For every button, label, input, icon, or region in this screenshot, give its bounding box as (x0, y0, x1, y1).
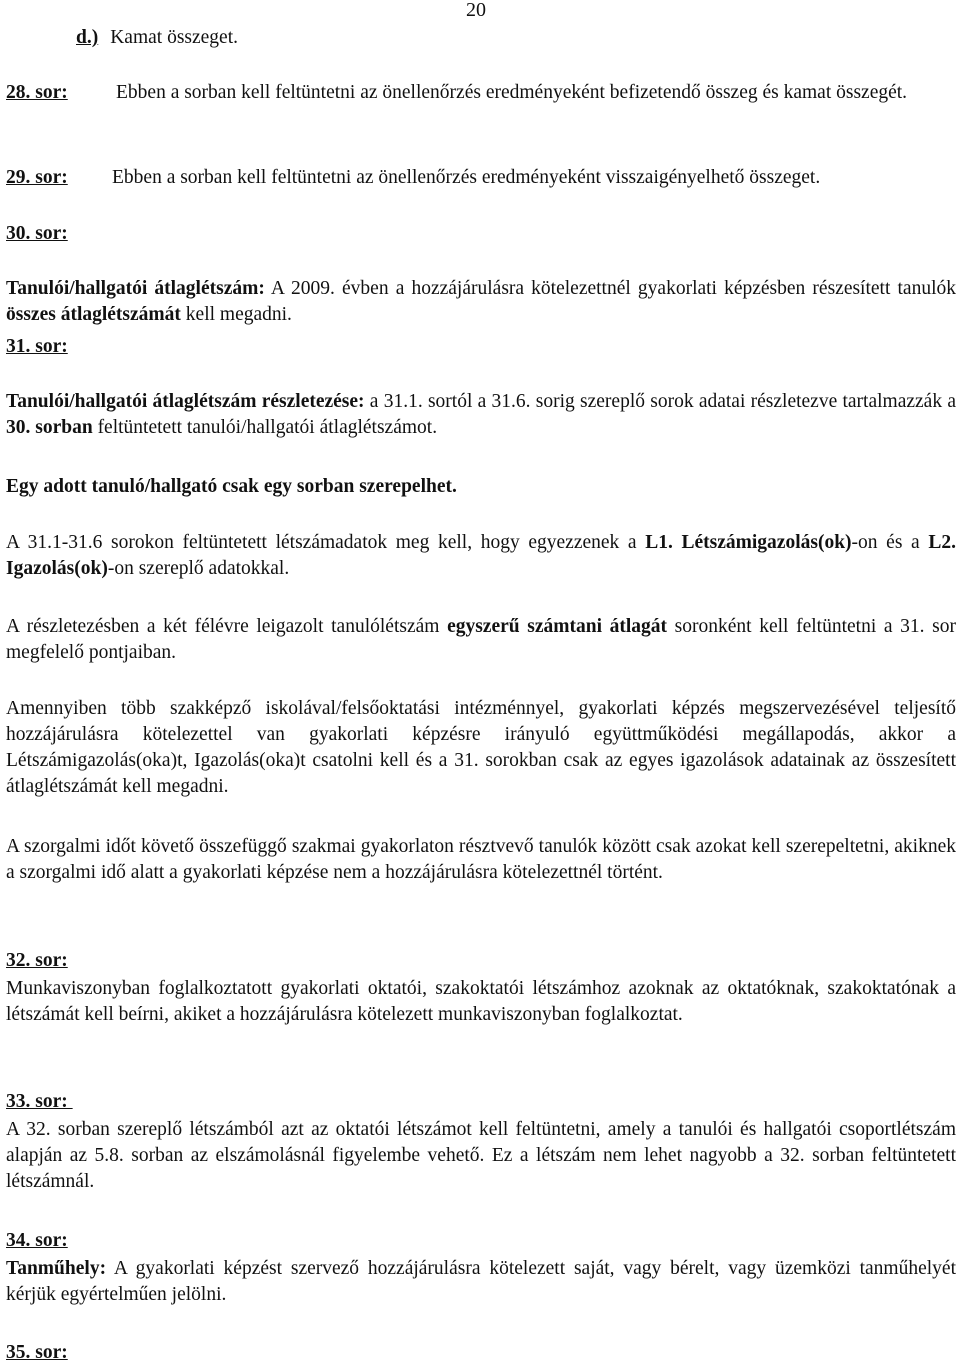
row-33-text: A 32. sorban szereplő létszámból azt az oktatói létszámot kell feltüntetni, amely a tanulói és hallgatói csoportlétszám alapján az 5.8. sorban az elszámolásnál figyelembe vehető. Ez a létszám nem lehet nagyobb a 32. sorban feltüntetett létszámnál. (6, 1119, 956, 1192)
item-d-text: Kamat összeget. (110, 27, 239, 48)
row-34-text: A gyakorlati képzést szervező hozzájárulásra kötelezett saját, vagy bérelt, vagy üzemközi tanműhelyét kérjük egyértelműen jelölni. (6, 1258, 956, 1305)
row-31-p2-l1: L1. Létszámigazolás(ok) (645, 532, 852, 553)
row-31-label: 31. sor: (6, 336, 68, 357)
row-31-p2 (6, 530, 956, 582)
row-31-p2-a: A 31.1-31.6 sorokon feltüntetett létszámadatok meg kell, hogy egyezzenek a (6, 532, 646, 553)
row-30-label: 30. sor: (6, 223, 68, 244)
row-31-p4: Amennyiben több szakképző iskolával/felsőoktatási intézménnyel, gyakorlati képzés megszervezésével teljesítő hozzájárulásra kötelezettel van gyakorlati képzésre irányuló együttműködési megállapodás, akkor a Létszámigazolás(oka)t, Igazolás(oka)t csatolni kell és a 31. sorokban csak az egyes igazolások adatainak az összesített átlaglétszámát kell megadni. (6, 698, 956, 797)
row-32-label: 32. sor: (6, 950, 68, 971)
row-33-label: 33. sor: (6, 1091, 73, 1112)
row-30-title: Tanulói/hallgatói átlaglétszám: (6, 278, 265, 299)
row-34-body (6, 1256, 956, 1308)
row-31-bold-30: 30. sorban (6, 417, 93, 438)
row-31-body (6, 389, 956, 441)
row-30-text-b: kell megadni. (180, 304, 292, 325)
row-34-label: 34. sor: (6, 1230, 68, 1251)
row-30-body (6, 276, 956, 328)
row-31-p2-l2: L2. Igazolás(ok) (6, 532, 956, 579)
row-31-p2-b: -on és a (851, 532, 929, 553)
row-31-p3 (6, 614, 956, 666)
row-28-text: Ebben a sorban kell feltüntetni az önellenőrzés eredményeként befizetendő összeg és kamat összegét. (116, 82, 908, 103)
row-31-p3-b: soronként kell feltüntetni a 31. sor megfelelő pontjaiban. (6, 616, 956, 663)
page-number: 20 (466, 0, 486, 21)
row-31-text-b: feltüntetett tanulói/hallgatói átlaglétszámot. (92, 417, 438, 438)
row-31-p2-c: -on szereplő adatokkal. (107, 558, 290, 579)
row-29-label: 29. sor: (6, 167, 68, 188)
row-32-text: Munkaviszonyban foglalkoztatott gyakorlati oktatói, szakoktatói létszámhoz azoknak az oktatóknak, szakoktatónak a létszámát kell beírni, akiket a hozzájárulásra kötelezett munkaviszonyban foglalkoztat. (6, 978, 956, 1025)
row-30-text-bold: összes átlaglétszámát (6, 304, 181, 325)
row-31-p5: A szorgalmi időt követő összefüggő szakmai gyakorlaton résztvevő tanulók között csak azokat kell szerepeltetni, akiknek a szorgalmi idő alatt a gyakorlati képzése nem a hozzájárulásra kötelezettnél történt. (6, 836, 956, 883)
row-31-text-a: a 31.1. sortól a 31.6. sorig szereplő sorok adatai részletezve tartalmazzák a (364, 391, 956, 412)
row-35-label: 35. sor: (6, 1342, 68, 1363)
row-31-p3-a: A részletezésben a két félévre leigazolt tanulólétszám (6, 616, 448, 637)
row-28 (6, 80, 956, 106)
row-28-label: 28. sor: (6, 82, 68, 103)
row-29-text: Ebben a sorban kell feltüntetni az önellenőrzés eredményeként visszaigényelhető összeget. (112, 167, 821, 188)
row-30-text-a: A 2009. évben a hozzájárulásra kötelezettnél gyakorlati képzésben részesített tanulók (264, 278, 956, 299)
row-29 (6, 165, 956, 191)
item-d-label: d.) (76, 27, 99, 48)
row-31-p3-bold: egyszerű számtani átlagát (447, 616, 668, 637)
item-d (76, 25, 238, 51)
row-34-title: Tanműhely: (6, 1258, 107, 1279)
row-31-rule: Egy adott tanuló/hallgató csak egy sorban szerepelhet. (6, 476, 457, 497)
row-31-title: Tanulói/hallgatói átlaglétszám részletezése: (6, 391, 365, 412)
